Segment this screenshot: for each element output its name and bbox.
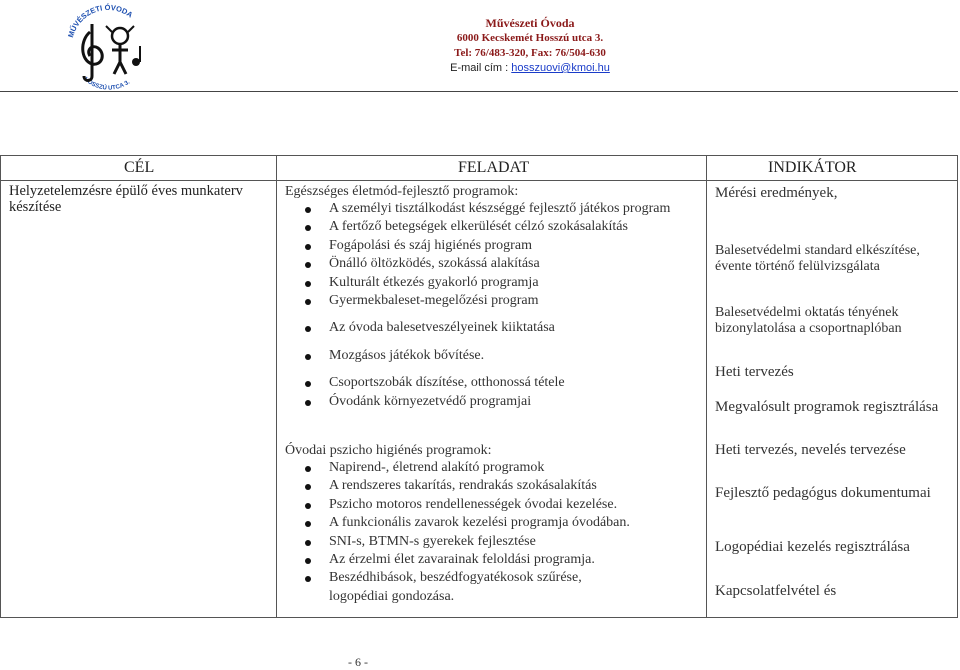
bullet-icon xyxy=(305,262,311,268)
bullet-icon xyxy=(305,466,311,472)
school-name: Művészeti Óvoda xyxy=(485,16,575,30)
bullet-icon xyxy=(305,354,311,360)
indicator-text: Megvalósult programok regisztrálása xyxy=(715,399,939,415)
bullet-icon xyxy=(305,576,311,582)
bullet-icon xyxy=(305,299,311,305)
bullet-icon xyxy=(305,400,311,406)
school-email-line xyxy=(440,61,620,76)
email-label: E-mail cím : xyxy=(450,62,512,74)
list-item: Óvodánk környezetvédő programjai xyxy=(285,393,699,411)
list-item: Kulturált étkezés gyakorló programja xyxy=(285,274,699,292)
bullet-icon xyxy=(305,225,311,231)
column-divider xyxy=(706,156,707,617)
bullet-icon xyxy=(305,281,311,287)
indicator-text: Heti tervezés, nevelés tervezése xyxy=(715,442,906,458)
list-item: A személyi tisztálkodást készséggé fejlesztő játékos program xyxy=(285,200,699,218)
section-title: Óvodai pszicho higiénés programok: xyxy=(285,443,492,458)
svg-text:MŰVÉSZETI ÓVODA: MŰVÉSZETI ÓVODA xyxy=(66,2,135,39)
list-item: A rendszeres takarítás, rendrakás szokásalakítás xyxy=(285,477,699,495)
table-header-row xyxy=(1,156,957,181)
plan-table xyxy=(0,155,958,618)
bullet-icon xyxy=(305,381,311,387)
page-number: - 6 - xyxy=(348,655,368,669)
health-program-section xyxy=(285,183,699,411)
bullet-icon xyxy=(305,503,311,509)
list-item: A fertőző betegségek elkerülését célzó szokásalakítás xyxy=(285,218,699,236)
list-item: Csoportszobák díszítése, otthonossá tétele xyxy=(285,374,699,392)
list-item: Napirend-, életrend alakító programok xyxy=(285,459,699,477)
list-item: Mozgásos játékok bővítése. xyxy=(285,347,699,365)
school-phone: Tel: 76/483-320, Fax: 76/504-630 xyxy=(454,47,606,59)
indicator-text: Balesetvédelmi standard elkészítése, évente történő felülvizsgálata xyxy=(715,243,920,274)
section-title: Egészséges életmód-fejlesztő programok: xyxy=(285,184,519,199)
list-item: Gyermekbaleset-megelőzési program xyxy=(285,292,699,310)
list-item: Beszédhibások, beszédfogyatékosok szűrése, logopédiai gondozása. xyxy=(285,569,699,606)
indicator-text: Kapcsolatfelvétel és xyxy=(715,583,837,599)
list-item: Az érzelmi élet zavarainak feloldási programja. xyxy=(285,551,699,569)
indicator-text: Fejlesztő pedagógus dokumentumai xyxy=(715,485,931,501)
goal-cell: Helyzetelemzésre épülő éves munkaterv készítése xyxy=(9,183,243,215)
bullet-icon xyxy=(305,207,311,213)
bullet-icon xyxy=(305,484,311,490)
column-header-goal: CÉL xyxy=(124,159,155,176)
list-item: Pszicho motoros rendellenességek óvodai kezelése. xyxy=(285,496,699,514)
indicator-text: Logopédiai kezelés regisztrálása xyxy=(715,539,910,555)
bullet-icon xyxy=(305,558,311,564)
bullet-icon xyxy=(305,326,311,332)
list-item: Fogápolási és száj higiénés program xyxy=(285,237,699,255)
column-divider xyxy=(276,156,277,617)
indicator-text: Balesetvédelmi oktatás tényének bizonylatolása a csoportnaplóban xyxy=(715,305,902,336)
list-item: Az óvoda balesetveszélyeinek kiiktatása xyxy=(285,319,699,337)
column-header-task: FELADAT xyxy=(458,159,530,176)
svg-text:HOSSZÚ UTCA 3.: HOSSZÚ UTCA 3. xyxy=(82,76,132,92)
bullet-icon xyxy=(305,244,311,250)
list-item: A funkcionális zavarok kezelési programja óvodában. xyxy=(285,514,699,532)
email-link[interactable]: hosszuovi@kmoi.hu xyxy=(511,62,610,74)
bullet-icon xyxy=(305,521,311,527)
indicator-text: Mérési eredmények, xyxy=(715,185,838,201)
list-item: SNI-s, BTMN-s gyerekek fejlesztése xyxy=(285,533,699,551)
bullet-icon xyxy=(305,540,311,546)
header-rule xyxy=(0,91,958,92)
school-header xyxy=(440,16,620,76)
indicator-text: Heti tervezés xyxy=(715,364,794,380)
school-logo xyxy=(62,2,154,94)
list-item: Önálló öltözködés, szokássá alakítása xyxy=(285,255,699,273)
column-header-indicator: INDIKÁTOR xyxy=(768,159,857,176)
psycho-hygiene-section xyxy=(285,442,699,606)
school-address: 6000 Kecskemét Hosszú utca 3. xyxy=(456,32,604,44)
